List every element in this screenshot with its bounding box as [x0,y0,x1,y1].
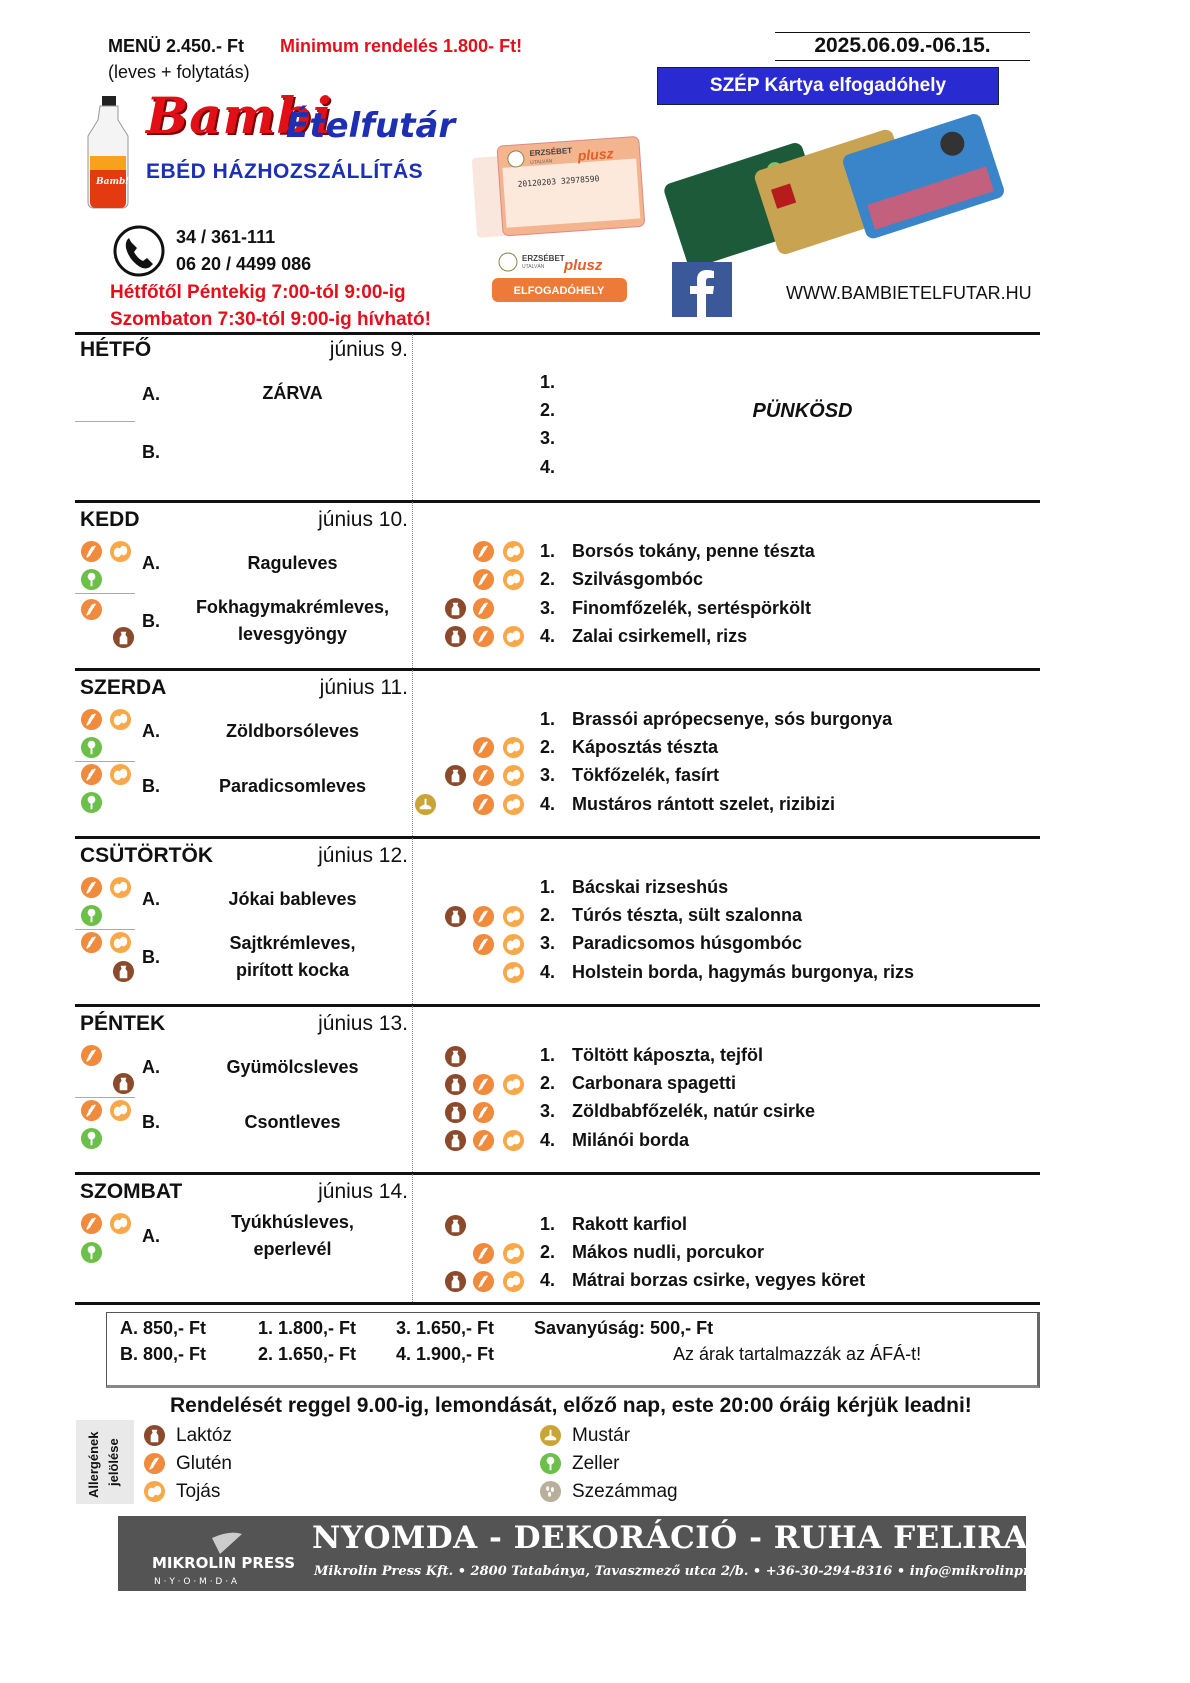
egg-icon [502,905,525,928]
day-date-tuesday: június 10. [318,508,408,531]
gluten-icon [80,876,103,899]
opening-hours-weekday: Hétfőtől Péntekig 7:00-tól 9:00-ig [110,282,406,303]
soup-label-b: B. [142,776,160,796]
gluten-icon [472,625,495,648]
egg-icon [502,1270,525,1293]
bottle-label: Bambi [96,177,129,187]
price-1: 1. 1.800,- Ft [258,1318,357,1338]
soup-a-monday: ZÁRVA [262,383,323,403]
divider [75,1302,1040,1305]
main-number: 3. [540,765,556,785]
main-dish: Túrós tészta, sült szalonna [572,905,803,925]
soup-separator [75,929,135,930]
szep-card-banner: SZÉP Kártya elfogadóhely [657,67,999,105]
column-divider [412,502,413,668]
mustard-icon [414,793,437,816]
legend-lactose: Laktóz [176,1425,232,1446]
card-sub: UTALVÁN [529,158,553,166]
soup-label-a: A. [142,721,160,741]
lactose-icon [444,1129,467,1152]
svg-text:ERZSÉBET: ERZSÉBET [522,254,565,263]
celery-icon [80,736,103,759]
egg-icon [502,933,525,956]
main-dish: Borsós tokány, penne tészta [572,541,815,561]
main-dish: Káposztás tészta [572,737,719,757]
celery-icon [80,791,103,814]
svg-text:UTALVÁN: UTALVÁN [522,264,545,270]
column-divider [412,670,413,836]
card-plus: plusz [577,145,615,164]
holiday-label: PÜNKÖSD [752,400,853,422]
day-name-tuesday: KEDD [80,508,140,531]
main-number: 3. [540,1101,556,1121]
legend-celery: Zeller [572,1453,620,1474]
main-number: 4. [540,794,556,814]
lactose-icon [112,626,135,649]
main-number: 1. [540,541,556,561]
soup-a-saturday: Tyúkhúsleves, eperlevél [231,1212,354,1259]
gluten-icon [80,708,103,731]
erzsebet-card-image [470,138,648,238]
gluten-icon [472,1242,495,1265]
main-number: 4. [540,626,556,646]
gluten-icon [80,763,103,786]
gluten-icon [472,1073,495,1096]
price-pickles: Savanyúság: 500,- Ft [534,1318,714,1338]
gluten-icon [472,905,495,928]
main-number: 1. [540,877,556,897]
egg-icon [143,1480,166,1503]
egg-icon [502,736,525,759]
egg-icon [502,793,525,816]
svg-text:N · Y · O · M · D · A: N · Y · O · M · D · A [154,1577,238,1587]
card-brand: ERZSÉBET [529,146,573,158]
gluten-icon [472,540,495,563]
gluten-icon [80,1099,103,1122]
price-4: 4. 1.900,- Ft [396,1344,495,1364]
egg-icon [109,1099,132,1122]
egg-icon [502,568,525,591]
divider [75,836,1040,839]
gluten-icon [80,598,103,621]
date-range: 2025.06.09.-06.15. [775,32,1030,61]
price-2: 2. 1.650,- Ft [258,1344,357,1364]
day-name-thursday: CSÜTÖRTÖK [80,844,213,867]
bottle-logo-icon [86,96,130,210]
main-dish: Carbonara spagetti [572,1073,737,1093]
main-number: 4. [540,1270,556,1290]
divider [75,332,1040,335]
card-number: 20120203 32978590 [517,174,600,189]
soup-label-a: A. [142,1226,160,1246]
brand-logo-secondary: Ételfutár [286,106,456,146]
gluten-icon [80,540,103,563]
main-number: 1. [540,1214,556,1234]
allergen-legend-header: Allergének jelölése [76,1420,134,1504]
main-number: 1. [540,709,556,729]
lactose-icon [112,960,135,983]
soup-label-a: A. [142,889,160,909]
lactose-icon [444,1101,467,1124]
main-dish: Mátrai borzas csirke, vegyes köret [572,1270,866,1290]
main-number: 1. [540,372,556,392]
brand-logo: Bambi [146,86,333,145]
lactose-icon [143,1424,166,1447]
egg-icon [109,876,132,899]
soup-b-tuesday: Fokhagymakrémleves, levesgyöngy [195,597,390,644]
main-number: 2. [540,905,556,925]
soup-a-wednesday: Zöldborsóleves [225,721,360,741]
lactose-icon [444,1073,467,1096]
main-dish: Szilvásgombóc [572,569,704,589]
divider [75,500,1040,503]
menu-subtitle: (leves + folytatás) [108,62,250,82]
divider [75,1004,1040,1007]
day-date-saturday: június 14. [318,1180,408,1203]
main-number: 4. [540,1130,556,1150]
soup-b-thursday: Sajtkrémleves, pirított kocka [229,933,356,980]
main-dish: Milánói borda [572,1130,689,1150]
footer-contact: Mikrolin Press Kft. • 2800 Tatabánya, Tavaszmező utca 2/b. • +36-30-294-8316 • info@mikrolinpressnyomda.hu [314,1564,1134,1579]
soup-b-friday: Csontleves [244,1112,341,1132]
main-dish: Zalai csirkemell, rizs [572,626,748,646]
egg-icon [502,1073,525,1096]
phone-number-2: 06 20 / 4499 086 [176,254,312,274]
gluten-icon [80,1212,103,1235]
main-dish: Tökfőzelék, fasírt [572,765,720,785]
main-dish: Zöldbabfőzelék, natúr csirke [572,1101,816,1121]
egg-icon [109,931,132,954]
main-dish: Bácskai rizseshús [572,877,729,897]
lactose-icon [444,625,467,648]
soup-label-a: A. [142,384,160,404]
soup-b-wednesday: Paradicsomleves [218,776,367,796]
price-a: A. 850,- Ft [120,1318,207,1338]
legend-mustard: Mustár [572,1425,631,1446]
soup-separator [75,421,135,422]
gluten-icon [472,1101,495,1124]
soup-label-a: A. [142,1057,160,1077]
legend-gluten: Glutén [176,1453,232,1474]
lactose-icon [112,1072,135,1095]
gluten-icon [80,1044,103,1067]
main-dish: Töltött káposzta, tejföl [572,1045,763,1065]
footer-title: NYOMDA - DEKORÁCIÓ - RUHA FELIRATOZÁS [312,1520,1148,1556]
main-dish: Rakott karfiol [572,1214,688,1234]
day-date-monday: június 9. [329,338,408,361]
main-number: 4. [540,962,556,982]
main-number: 3. [540,428,556,448]
soup-label-b: B. [142,947,160,967]
soup-label-a: A. [142,553,160,573]
gluten-icon [472,1270,495,1293]
lactose-icon [444,905,467,928]
main-number: 4. [540,457,556,477]
main-number: 2. [540,400,556,420]
minimum-order: Minimum rendelés 1.800- Ft! [280,36,523,56]
main-dish: Finomfőzelék, sertéspörkölt [572,598,812,618]
svg-text:MIKROLIN PRESS: MIKROLIN PRESS [152,1554,296,1572]
lactose-icon [444,1270,467,1293]
brand-subtitle: EBÉD HÁZHOZSZÁLLÍTÁS [146,160,424,183]
egg-icon [502,961,525,984]
egg-icon [109,763,132,786]
column-divider [412,1006,413,1172]
main-dish: Mákos nudli, porcukor [572,1242,765,1262]
facebook-icon[interactable] [672,262,732,317]
egg-icon [109,708,132,731]
main-dish: Mustáros rántott szelet, rizibizi [572,794,836,814]
price-3: 3. 1.650,- Ft [396,1318,495,1338]
egg-icon [109,540,132,563]
lactose-icon [444,597,467,620]
gluten-icon [472,568,495,591]
soup-a-thursday: Jókai bableves [228,889,357,909]
main-dish: Holstein borda, hagymás burgonya, rizs [572,962,915,982]
soup-separator [75,761,135,762]
opening-hours-saturday: Szombaton 7:30-tól 9:00-ig hívható! [110,309,431,330]
soup-separator [75,593,135,594]
main-dish: Paradicsomos húsgombóc [572,933,803,953]
soup-a-friday: Gyümölcsleves [226,1057,359,1077]
card-accept-label: ELFOGADÓHELY [513,285,605,297]
szep-cards-image [660,112,1000,252]
svg-text:plusz: plusz [564,257,603,274]
egg-icon [502,625,525,648]
erzsebet-accept-logo [492,250,627,306]
day-name-wednesday: SZERDA [80,676,167,699]
gluten-icon [80,931,103,954]
egg-icon [502,1129,525,1152]
main-number: 2. [540,1073,556,1093]
celery-icon [539,1452,562,1475]
menu-price: MENÜ 2.450.- Ft [108,36,245,56]
column-divider [412,1174,413,1302]
price-b: B. 800,- Ft [120,1344,207,1364]
lactose-icon [444,1045,467,1068]
soup-separator [75,1097,135,1098]
main-number: 2. [540,1242,556,1262]
gluten-icon [143,1452,166,1475]
legend-sesame: Szezámmag [572,1481,678,1502]
main-number: 3. [540,598,556,618]
mustard-icon [539,1424,562,1447]
divider [75,1172,1040,1175]
phone-number-1: 34 / 361-111 [176,227,276,247]
egg-icon [109,1212,132,1235]
day-name-saturday: SZOMBAT [80,1180,183,1203]
egg-icon [502,764,525,787]
legend-egg: Tojás [176,1481,221,1502]
gluten-icon [472,933,495,956]
gluten-icon [472,597,495,620]
day-date-thursday: június 12. [318,844,408,867]
vat-note: Az árak tartalmazzák az ÁFÁ-t! [673,1344,922,1364]
order-note: Rendelését reggel 9.00-ig, lemondását, előző nap, este 20:00 óráig kérjük leadni! [170,1394,972,1417]
celery-icon [80,1241,103,1264]
egg-icon [502,540,525,563]
celery-icon [80,904,103,927]
soup-label-b: B. [142,442,160,462]
main-number: 2. [540,737,556,757]
celery-icon [80,568,103,591]
gluten-icon [472,736,495,759]
day-name-monday: HÉTFŐ [80,338,152,361]
day-name-friday: PÉNTEK [80,1012,166,1035]
main-number: 1. [540,1045,556,1065]
gluten-icon [472,764,495,787]
website-link[interactable]: WWW.BAMBIETELFUTAR.HU [786,283,1032,303]
soup-a-tuesday: Raguleves [247,553,338,573]
gluten-icon [472,793,495,816]
phone-icon [112,224,166,278]
mikrolin-logo [150,1530,296,1590]
divider [75,668,1040,671]
day-date-friday: június 13. [318,1012,408,1035]
soup-label-b: B. [142,1112,160,1132]
soup-label-b: B. [142,611,160,631]
lactose-icon [444,1214,467,1237]
main-dish: Brassói aprópecsenye, sós burgonya [572,709,893,729]
gluten-icon [472,1129,495,1152]
column-divider [412,334,413,500]
main-number: 3. [540,933,556,953]
day-date-wednesday: június 11. [319,676,408,699]
sesame-icon [539,1480,562,1503]
celery-icon [80,1127,103,1150]
egg-icon [502,1242,525,1265]
main-number: 2. [540,569,556,589]
lactose-icon [444,764,467,787]
column-divider [412,838,413,1004]
